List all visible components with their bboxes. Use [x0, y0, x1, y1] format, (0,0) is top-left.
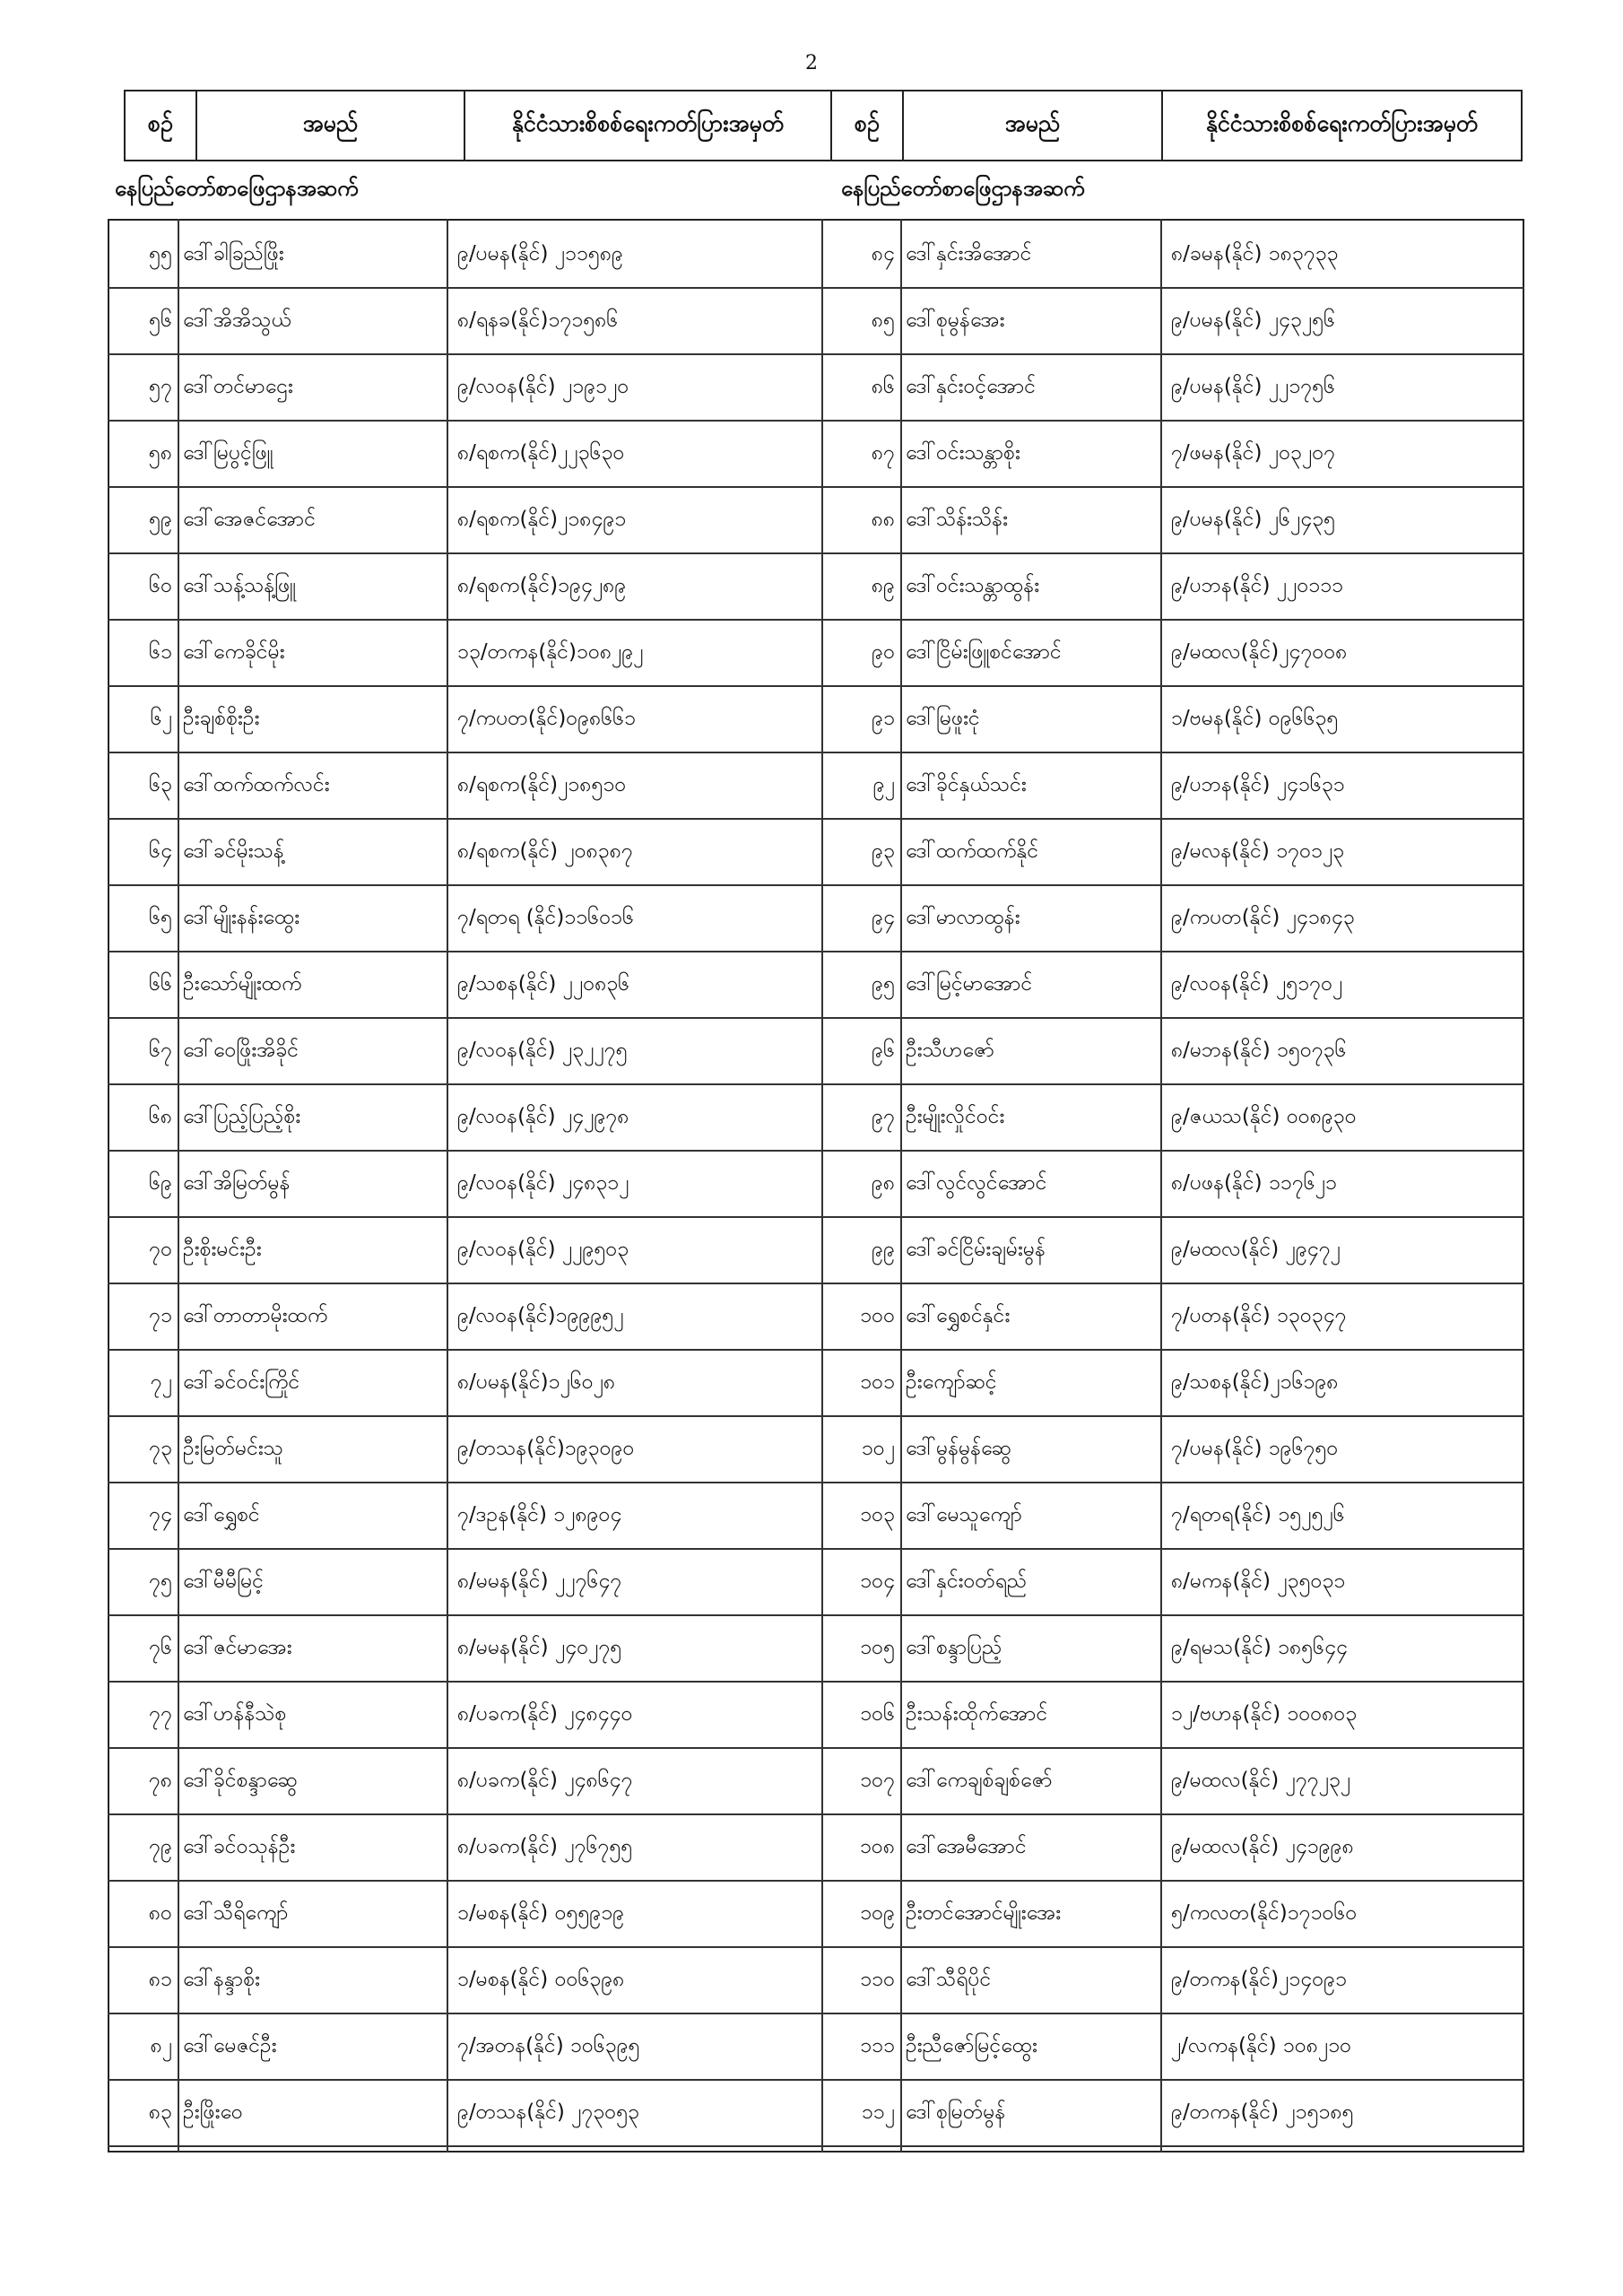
register-table: [108, 90, 1524, 2152]
row-number: ၇၆: [149, 1636, 172, 1659]
person-name: ဒေါ်ခါခြည်ဖြိုး: [183, 242, 284, 265]
table-row: [821, 1087, 1524, 1152]
table-row: [821, 1817, 1524, 1882]
person-name: ဒေါ်မီမီမြင့်: [183, 1570, 265, 1593]
nrc-number: ၉/ဇယသ(နိုင်) ၀၀၈၉၃၀: [1171, 1105, 1357, 1128]
table-row: [108, 1751, 821, 1815]
row-number: ၅၈: [148, 441, 172, 465]
nrc-number: ၈/ခမန(နိုင်) ၁၈၃၇၃၃: [1171, 242, 1339, 265]
person-name: ဒေါ်သိန်းသိန်း: [906, 508, 1008, 531]
row-number: ၆၄: [149, 839, 172, 863]
nrc-number: ၉/တသန(နိုင်) ၂၇၃၀၅၃: [457, 2100, 640, 2124]
person-name: ဒေါ်သန့်သန့်ဖြူ: [183, 574, 296, 597]
person-name: ဦးသော်မျိုးထက်: [183, 972, 302, 996]
row-number: ၆၃: [149, 773, 172, 796]
person-name: ဦးမျိုးလှိုင်ဝင်း: [906, 1105, 1005, 1128]
header-no-left: စဉ်: [126, 91, 197, 160]
person-name: ဦးကျော်ဆင့်: [906, 1370, 997, 1394]
row-number: ၈၁: [148, 1968, 172, 1991]
row-number: ၉၇: [872, 1105, 895, 1128]
person-name: ဒေါ်မြပွင့်ဖြူ: [183, 441, 273, 465]
person-name: ဒေါ်မြဖူးငုံ: [906, 707, 980, 730]
row-number: ၅၅: [149, 242, 172, 265]
person-name: ဒေါ်ကေခိုင်မိုး: [183, 640, 285, 664]
row-number: ၇၇: [149, 1702, 172, 1726]
person-name: ဒေါ်ပြည့်ပြည့်စိုး: [183, 1105, 301, 1128]
row-number: ၈၆: [871, 375, 895, 398]
person-name: ဒေါ်ထက်ထက်လင်း: [183, 773, 330, 796]
row-number: ၉၃: [872, 839, 895, 863]
person-name: ဒေါ်တင်မာဌေး: [183, 375, 293, 398]
table-row: [108, 1618, 821, 1683]
table-row: [108, 1286, 821, 1351]
nrc-number: ၉/လဝန(နိုင်) ၂၄၂၉၇၈: [457, 1105, 629, 1128]
nrc-number: ၈/ပခက(နိုင်) ၂၄၈၆၄၇: [457, 1769, 633, 1792]
nrc-number: ၇/ရတရ (နိုင်)၁၁၆၀၁၆: [457, 906, 635, 929]
row-number: ၁၁၁: [860, 2034, 895, 2057]
row-number: ၉၀: [872, 640, 895, 664]
row-number: ၇၁: [149, 1304, 172, 1327]
nrc-number: ၁/မစန(နိုင်) ၀၅၅၉၁၉: [457, 1901, 625, 1925]
row-number: ၈၃: [148, 2100, 172, 2124]
person-name: ဒေါ်စုမြတ်မွန်: [906, 2100, 1006, 2124]
nrc-number: ၇/အတန(နိုင်) ၁၀၆၃၉၅: [457, 2034, 640, 2057]
table-row: [108, 357, 821, 422]
nrc-number: ၂/လကန(နိုင်) ၁၀၈၂၁၀: [1171, 2034, 1352, 2057]
table-row: [821, 1751, 1524, 1815]
row-number: ၈၂: [150, 2034, 172, 2057]
row-number: ၅၆: [149, 309, 172, 332]
row-number: ၇၈: [148, 1769, 172, 1792]
table-row: [108, 1950, 821, 2014]
person-name: ဒေါ်စုမွန်အေး: [906, 309, 1005, 332]
table-row: [108, 2083, 821, 2147]
person-name: ဒေါ်ဝေဖြိုးအိခိုင်: [183, 1039, 299, 1062]
nrc-number: ၉/ပမန(နိုင်) ၂၁၁၅၈၉: [457, 242, 623, 265]
table-row: [821, 423, 1524, 488]
person-name: ဒေါ်မြင့်မာအောင်: [906, 972, 1033, 996]
person-name: ဦးသန်းထိုက်အောင်: [906, 1702, 1048, 1726]
nrc-number: ၉/ရမသ(နိုင်) ၁၈၅၆၄၄: [1171, 1636, 1348, 1659]
row-number: ၉၁: [872, 707, 895, 730]
table-row: [108, 423, 821, 488]
row-number: ၇၀: [149, 1238, 172, 1261]
row-number: ၁၁၂: [861, 2100, 895, 2124]
row-number: ၇၉: [149, 1835, 172, 1858]
row-number: ၉၂: [872, 773, 895, 796]
page-number: 2: [805, 52, 818, 74]
person-name: ဒေါ်စန္ဒာပြည့်: [906, 1636, 1002, 1659]
nrc-number: ၈/မကန(နိုင်) ၂၃၅၀၃၁: [1171, 1570, 1346, 1593]
table-row: [821, 689, 1524, 753]
table-row: [821, 490, 1524, 554]
row-number: ၇၂: [150, 1370, 172, 1394]
table-row: [821, 822, 1524, 886]
column-divider: [178, 219, 179, 2152]
row-number: ၅၇: [149, 375, 172, 398]
nrc-number: ၇/ပမန(နိုင်) ၁၉၆၇၅၀: [1171, 1437, 1339, 1460]
person-name: ဒေါ်ခင်ငြိမ်းချမ်းမွန်: [906, 1238, 1046, 1261]
column-divider: [821, 219, 823, 2152]
person-name: ဦးသီဟဇော်: [906, 1039, 994, 1062]
table-row: [108, 556, 821, 621]
row-number: ၈၄: [871, 242, 895, 265]
row-number: ၁၀၁: [860, 1370, 895, 1394]
table-row: [821, 1220, 1524, 1284]
table-row: [821, 1352, 1524, 1417]
row-number: ၉၉: [872, 1238, 895, 1261]
table-row: [108, 1220, 821, 1284]
table-row: [108, 1087, 821, 1152]
row-number: ၁၀၃: [860, 1503, 895, 1526]
header-id-left: နိုင်ငံသားစိစစ်ရေးကတ်ပြားအမှတ်: [465, 91, 832, 160]
table-row: [108, 622, 821, 687]
row-number: ၉၈: [871, 1171, 895, 1195]
header-id-right: နိုင်ငံသားစိစစ်ရေးကတ်ပြားအမှတ်: [1205, 109, 1479, 136]
column-divider: [447, 219, 448, 2152]
table-row: [108, 1419, 821, 1483]
nrc-number: ၈/ရစက(နိုင်)၂၁၈၄၉၁: [457, 508, 627, 531]
nrc-number: ၁၂/ဗဟန(နိုင်) ၁၀၀၈၀၃: [1171, 1702, 1358, 1726]
header-no-right: စဉ်: [832, 91, 904, 160]
nrc-number: ၇/ပတန(နိုင်) ၁၃၀၃၄၇: [1171, 1304, 1347, 1327]
table-row: [108, 1485, 821, 1550]
row-number: ၇၃: [149, 1437, 172, 1460]
row-number: ၆၅: [149, 906, 172, 929]
table-row: [108, 1684, 821, 1749]
row-number: ၁၀၉: [860, 1901, 895, 1925]
nrc-number: ၈/ရစက(နိုင်) ၂၀၈၃၈၇: [457, 839, 633, 863]
nrc-number: ၉/ပမန(နိုင်) ၂၆၂၄၃၅: [1171, 508, 1336, 531]
person-name: ဒေါ်အိအိသွယ်: [183, 309, 291, 332]
person-name: ဒေါ်ခင်ဝင်းကြိုင်: [183, 1370, 300, 1394]
person-name: ဒေါ်နန္ဒာစိုး: [183, 1968, 260, 1991]
person-name: ဒေါ်မာလာထွန်း: [906, 906, 1020, 929]
right-region-title: နေပြည်တော်စာဖြေဌာနအဆက်: [841, 176, 1085, 201]
row-number: ၇၄: [149, 1503, 172, 1526]
row-number: ၁၀၄: [860, 1570, 895, 1593]
table-row: [821, 1883, 1524, 1948]
column-divider: [900, 219, 902, 2152]
nrc-number: ၁/မစန(နိုင်) ၀၀၆၃၉၈: [457, 1968, 625, 1991]
person-name: ဦးညီဇော်မြင့်ထွေး: [906, 2034, 1037, 2057]
row-number: ၁၀၇: [860, 1769, 895, 1792]
person-name: ဒေါ်ကေချစ်ချစ်ဇော်: [906, 1769, 1053, 1792]
row-number: ၇၅: [149, 1570, 172, 1593]
row-number: ၁၀၆: [860, 1702, 895, 1726]
nrc-number: ၉/တကန(နိုင်)၂၁၄၀၉၁: [1171, 1968, 1348, 1991]
table-row: [821, 2016, 1524, 2081]
nrc-number: ၉/တကန(နိုင်) ၂၁၅၁၈၅: [1171, 2100, 1354, 2124]
person-name: ဒေါ်ဟန်နီသဲစု: [183, 1702, 287, 1726]
column-divider: [1160, 219, 1162, 2152]
nrc-number: ၉/ကပတ(နိုင်) ၂၄၁၈၄၃: [1171, 906, 1355, 929]
row-number: ၈၈: [871, 508, 895, 531]
nrc-number: ၉/မထလ(နိုင်) ၂၇၇၂၃၂: [1171, 1769, 1351, 1792]
row-number: ၉၆: [872, 1039, 895, 1062]
row-number: ၆၈: [148, 1105, 172, 1128]
person-name: ဒေါ်ဝင်းသန္တာစိုး: [906, 441, 1020, 465]
nrc-number: ၉/သစန(နိုင်) ၂၂၀၈၃၆: [457, 972, 630, 996]
table-row: [108, 954, 821, 1019]
row-number: ၁၀၀: [860, 1304, 895, 1327]
table-row: [108, 1883, 821, 1948]
nrc-number: ၈/ပဖန(နိုင်) ၁၁၇၆၂၁: [1171, 1171, 1337, 1195]
nrc-number: ၇/ဖမန(နိုင်) ၂၀၃၂၀၇: [1171, 441, 1336, 465]
table-row: [108, 224, 821, 289]
table-row: [108, 1153, 821, 1218]
row-number: ၆၀: [149, 574, 172, 597]
person-name: ဒေါ်မေသူကျော်: [906, 1503, 1022, 1526]
table-row: [821, 1286, 1524, 1351]
nrc-number: ၉/မထလ(နိုင်)၂၄၇၀၀၈: [1171, 640, 1348, 664]
nrc-number: ၉/လဝန(နိုင်) ၂၂၉၅၀၃: [457, 1238, 629, 1261]
nrc-number: ၉/မလန(နိုင်) ၁၇၀၁၂၃: [1171, 839, 1345, 863]
table-row: [821, 1684, 1524, 1749]
row-number: ၁၀၈: [859, 1835, 895, 1858]
person-name: ဦးတင်အောင်မျိုးအေး: [906, 1901, 1062, 1925]
table-row: [108, 822, 821, 886]
person-name: ဒေါ်နှင်းအိအောင်: [906, 242, 1032, 265]
person-name: ဒေါ်အိမြတ်မွန်: [183, 1171, 291, 1195]
nrc-number: ၉/ပဘန(နိုင်) ၂၄၁၆၃၁: [1171, 773, 1345, 796]
row-number: ၈၅: [871, 309, 895, 332]
person-name: ဒေါ်အေမီအောင်: [906, 1835, 1027, 1858]
nrc-number: ၅/ကလတ(နိုင်)၁၇၁၀၆၀: [1171, 1901, 1358, 1925]
person-name: ဒေါ်ငြိမ်းဖြူစင်အောင်: [906, 640, 1062, 664]
person-name: ဒေါ်နှင်းဝတ်ရည်: [906, 1570, 1028, 1593]
nrc-number: ၇/ဒဥန(နိုင်) ၁၂၈၉၀၄: [457, 1503, 622, 1526]
person-name: ဒေါ်ရွှေစင်နှင်း: [906, 1304, 1011, 1327]
nrc-number: ၇/ရတရ(နိုင်) ၁၅၂၅၂၆: [1171, 1503, 1345, 1526]
table-row: [821, 556, 1524, 621]
row-number: ၈၉: [871, 574, 895, 597]
person-name: ဦးစိုးမင်းဦး: [183, 1238, 262, 1261]
row-number: ၅၉: [149, 508, 172, 531]
table-row: [821, 2083, 1524, 2147]
person-name: ဒေါ်ထက်ထက်နိုင်: [906, 839, 1039, 863]
nrc-number: ၉/လဝန(နိုင်) ၂၅၁၇၀၂: [1171, 972, 1343, 996]
table-row: [821, 1552, 1524, 1616]
nrc-number: ၈/ပခက(နိုင်) ၂၇၆၇၅၅: [457, 1835, 633, 1858]
person-name: ဒေါ်မွန်မွန်ဆွေ: [906, 1437, 1011, 1460]
nrc-number: ၉/သစန(နိုင်)၂၁၆၁၉၈: [1171, 1370, 1339, 1394]
row-number: ၁၀၅: [860, 1636, 895, 1659]
person-name: ဒေါ်သီရိကျော်: [183, 1901, 289, 1925]
person-name: ဒေါ်ခင်ဝသုန်ဦး: [183, 1835, 296, 1858]
nrc-number: ၁/ဗမန(နိုင်) ၀၉၆၆၃၅: [1171, 707, 1339, 730]
header-name-left: အမည်: [197, 91, 465, 160]
nrc-number: ၈/ပမန(နိုင်)၁၂၆၀၂၈: [457, 1370, 616, 1394]
left-region-title: နေပြည်တော်စာဖြေဌာနအဆက်: [115, 176, 359, 201]
nrc-number: ၉/ပမန(နိုင်) ၂၄၃၂၅၆: [1171, 309, 1336, 332]
person-name: ဒေါ်မျိုးနန်းထွေး: [183, 906, 300, 929]
nrc-number: ၇/ကပတ(နိုင်)၀၉၈၆၆၁: [457, 707, 637, 730]
table-row: [821, 1950, 1524, 2014]
table-row: [108, 1352, 821, 1417]
person-name: ဒေါ်လွင်လွင်အောင်: [906, 1171, 1047, 1195]
person-name: ဒေါ်ခိုင်နှယ်သင်း: [906, 773, 1027, 796]
table-row: [821, 1021, 1524, 1085]
table-row: [108, 1021, 821, 1085]
table-row: [108, 755, 821, 820]
person-name: ဒေါ်မေဇင်ဦး: [183, 2034, 277, 2057]
person-name: ဒေါ်တာတာမိုးထက်: [183, 1304, 328, 1327]
nrc-number: ၁၃/တကန(နိုင်)၁၀၈၂၉၂: [457, 640, 644, 664]
nrc-number: ၉/မထလ(နိုင်) ၂၉၄၇၂: [1171, 1238, 1341, 1261]
table-row: [108, 888, 821, 952]
table-row: [821, 954, 1524, 1019]
nrc-number: ၉/တသန(နိုင်)၁၉၃၀၉၀: [457, 1437, 635, 1460]
person-name: ဒေါ်အေဇင်အောင်: [183, 508, 317, 531]
table-row: [821, 888, 1524, 952]
table-row: [108, 291, 821, 355]
header-name-right: အမည်: [904, 91, 1163, 160]
table-row: [821, 622, 1524, 687]
row-number: ၆၁: [149, 640, 172, 664]
table-row: [821, 224, 1524, 289]
nrc-number: ၈/ရစက(နိုင်)၂၂၃၆၃၀: [457, 441, 625, 465]
table-row: [821, 1153, 1524, 1218]
table-row: [821, 1419, 1524, 1483]
person-name: ဦးချစ်စိုးဦး: [183, 707, 260, 730]
person-name: ဒေါ်ရွှေစင်: [183, 1503, 260, 1526]
row-number: ၆၇: [149, 1039, 172, 1062]
row-number: ၆၆: [149, 972, 172, 996]
table-row: [108, 1817, 821, 1882]
row-number: ၉၅: [872, 972, 895, 996]
table-row: [821, 357, 1524, 422]
row-number: ၆၂: [150, 707, 172, 730]
table-row: [108, 490, 821, 554]
table-row: [821, 1618, 1524, 1683]
person-name: ဒေါ်သီရိပိုင်: [906, 1968, 992, 1991]
nrc-number: ၈/မမန(နိုင်) ၂၄၀၂၇၅: [457, 1636, 622, 1659]
person-name: ဒေါ်ဇင်မာအေး: [183, 1636, 292, 1659]
person-name: ဦးမြတ်မင်းသူ: [183, 1437, 283, 1460]
table-row: [821, 755, 1524, 820]
nrc-number: ၈/ရနခ(နိုင်)၁၇၁၅၈၆: [457, 309, 619, 332]
nrc-number: ၉/မထလ(နိုင်) ၂၄၁၉၉၈: [1171, 1835, 1354, 1858]
table-header: [124, 90, 1523, 161]
table-row: [108, 689, 821, 753]
table-row: [821, 291, 1524, 355]
row-number: ၁၀၂: [861, 1437, 895, 1460]
person-name: ဒေါ်ဝင်းသန္တာထွန်း: [906, 574, 1040, 597]
table-row: [108, 1552, 821, 1616]
row-number: ၈၇: [871, 441, 895, 465]
person-name: ဒေါ်ခိုင်စန္ဒာဆွေ: [183, 1769, 298, 1792]
nrc-number: ၉/လဝန(နိုင်) ၂၃၂၂၇၅: [457, 1039, 628, 1062]
row-number: ၁၁၀: [860, 1968, 895, 1991]
row-number: ၆၉: [149, 1171, 172, 1195]
table-row: [821, 1485, 1524, 1550]
nrc-number: ၈/ရစက(နိုင်)၁၉၄၂၈၉: [457, 574, 627, 597]
table-row: [108, 2016, 821, 2081]
person-name: ဦးဖြိုးဝေ: [183, 2100, 243, 2124]
nrc-number: ၉/လဝန(နိုင်) ၂၁၉၁၂၀: [457, 375, 629, 398]
nrc-number: ၉/ပမန(နိုင်) ၂၂၁၇၅၆: [1171, 375, 1336, 398]
nrc-number: ၈/မဘန(နိုင်) ၁၅၀၇၃၆: [1171, 1039, 1347, 1062]
nrc-number: ၈/မမန(နိုင်) ၂၂၇၆၄၇: [457, 1570, 622, 1593]
row-number: ၉၄: [872, 906, 895, 929]
nrc-number: ၉/လဝန(နိုင်) ၂၄၈၃၁၂: [457, 1171, 629, 1195]
nrc-number: ၉/ပဘန(နိုင်) ၂၂၀၁၁၁: [1171, 574, 1344, 597]
person-name: ဒေါ်နှင်းဝင့်အောင်: [906, 375, 1037, 398]
nrc-number: ၈/ရစက(နိုင်)၂၁၈၅၁၀: [457, 773, 627, 796]
person-name: ဒေါ်ခင်မိုးသန့်: [183, 839, 284, 863]
nrc-number: ၈/ပခက(နိုင်) ၂၄၈၄၄၀: [457, 1702, 633, 1726]
nrc-number: ၉/လဝန(နိုင်)၁၉၉၉၅၂: [457, 1304, 624, 1327]
row-number: ၈၀: [148, 1901, 172, 1925]
